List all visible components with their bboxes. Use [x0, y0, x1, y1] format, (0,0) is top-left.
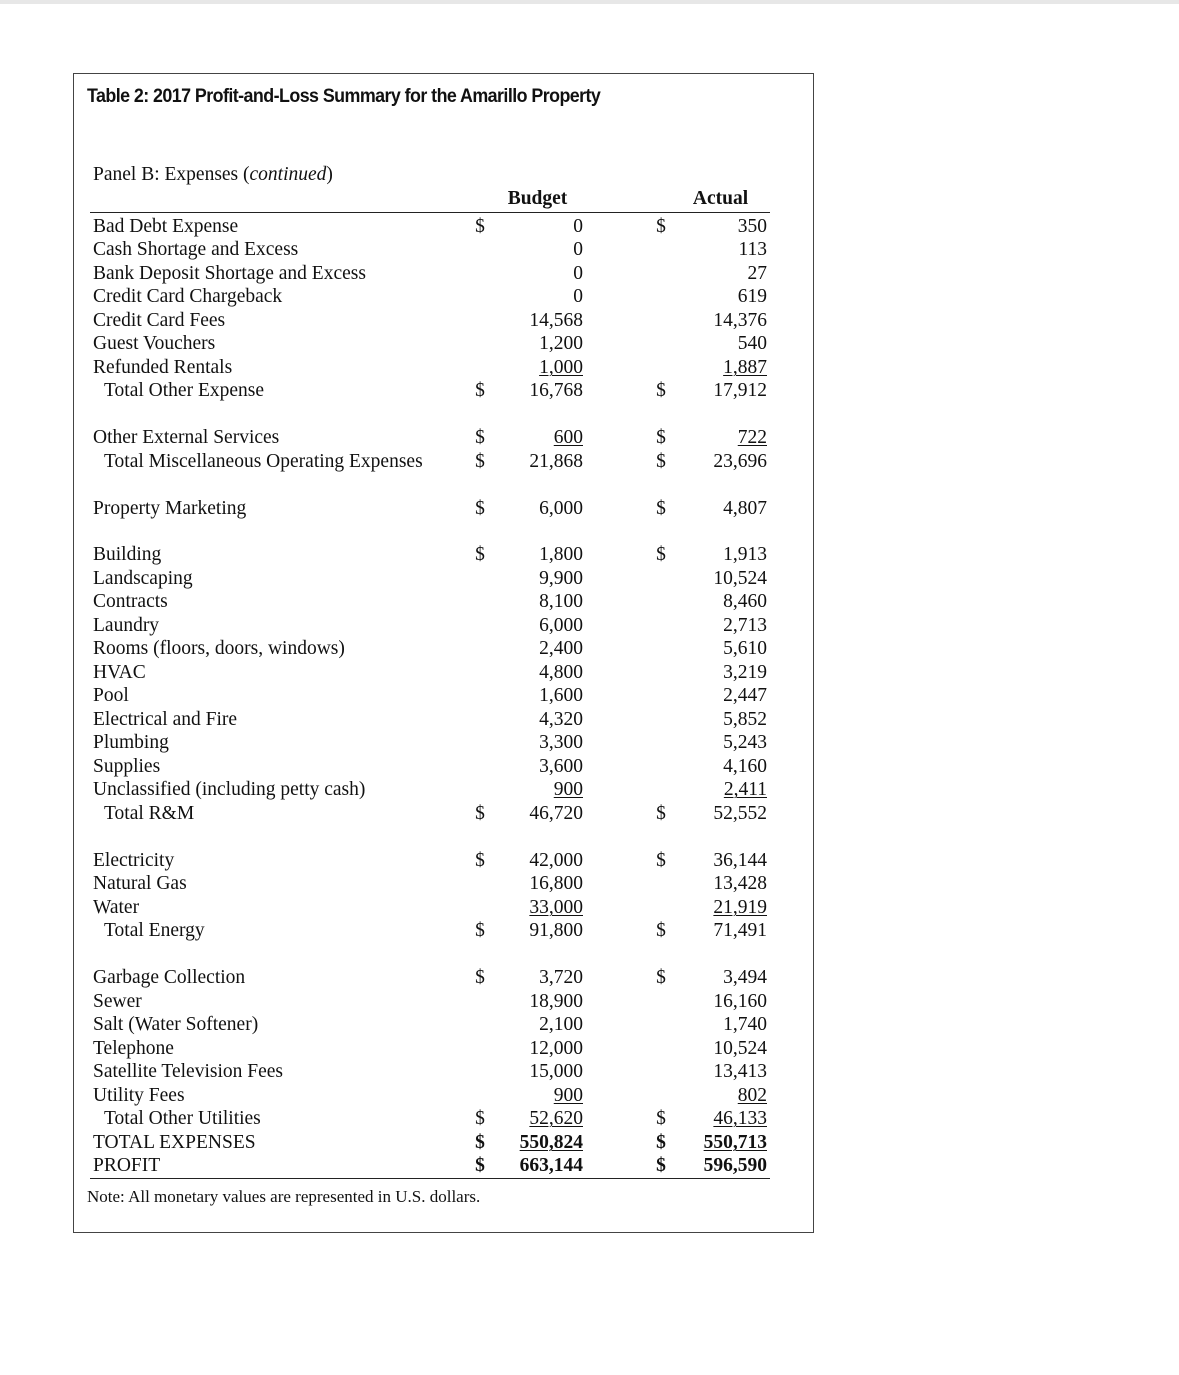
- row-label: Rooms (floors, doors, windows): [93, 638, 345, 659]
- panel-label-italic: continued: [249, 164, 327, 185]
- row-label: Salt (Water Softener): [93, 1014, 259, 1035]
- actual-value: 2,411: [723, 779, 767, 800]
- budget-value: 91,800: [529, 920, 583, 941]
- row-label: PROFIT: [93, 1155, 161, 1176]
- budget-value: 42,000: [529, 850, 583, 871]
- actual-value: 4,160: [723, 756, 767, 777]
- budget-value: 8,100: [539, 591, 583, 612]
- budget-value: 3,720: [539, 967, 583, 988]
- actual-dollar-sign: $: [656, 850, 666, 871]
- actual-value: 596,590: [703, 1155, 767, 1176]
- budget-dollar-sign: $: [475, 1108, 485, 1129]
- table-row: [0, 543, 1179, 566]
- panel-label-close: ): [326, 164, 333, 185]
- budget-dollar-sign: $: [475, 967, 485, 988]
- actual-dollar-sign: $: [656, 498, 666, 519]
- budget-value: 16,800: [529, 873, 583, 894]
- actual-value: 3,494: [723, 967, 767, 988]
- actual-value: 1,887: [723, 357, 767, 378]
- actual-value: 10,524: [713, 568, 767, 589]
- budget-value: 2,400: [539, 638, 583, 659]
- table-row: [0, 215, 1179, 238]
- actual-value: 36,144: [713, 850, 767, 871]
- budget-value: 1,800: [539, 544, 583, 565]
- budget-value: 0: [573, 263, 583, 284]
- budget-value: 4,800: [539, 662, 583, 683]
- actual-value: 3,219: [723, 662, 767, 683]
- row-label: TOTAL EXPENSES: [93, 1132, 256, 1153]
- row-label: Garbage Collection: [93, 967, 246, 988]
- row-label: Natural Gas: [93, 873, 187, 894]
- actual-value: 8,460: [723, 591, 767, 612]
- table-row: [0, 684, 1179, 707]
- row-label: Guest Vouchers: [93, 333, 216, 354]
- row-label: Total Energy: [104, 920, 205, 941]
- budget-value: 2,100: [539, 1014, 583, 1035]
- budget-value: 663,144: [519, 1155, 583, 1176]
- actual-value: 5,243: [723, 732, 767, 753]
- budget-value: 33,000: [529, 897, 583, 918]
- actual-value: 23,696: [713, 451, 767, 472]
- row-label: Bad Debt Expense: [93, 216, 239, 237]
- table-row: [0, 778, 1179, 801]
- actual-value: 4,807: [723, 498, 767, 519]
- row-label: Plumbing: [93, 732, 169, 753]
- table-row: [0, 590, 1179, 613]
- budget-dollar-sign: $: [475, 427, 485, 448]
- table-row: [0, 1037, 1179, 1060]
- row-label: Satellite Television Fees: [93, 1061, 283, 1082]
- budget-value: 0: [573, 286, 583, 307]
- actual-value: 550,713: [703, 1132, 767, 1153]
- table-row: [0, 309, 1179, 332]
- table-row: [0, 1131, 1179, 1154]
- row-label: Property Marketing: [93, 498, 247, 519]
- table-row: [0, 1154, 1179, 1177]
- actual-dollar-sign: $: [656, 216, 666, 237]
- table-row: [0, 379, 1179, 402]
- table-row: [0, 1013, 1179, 1036]
- bottom-rule: [90, 1178, 770, 1179]
- budget-value: 0: [573, 239, 583, 260]
- budget-value: 46,720: [529, 803, 583, 824]
- table-row: [0, 285, 1179, 308]
- actual-dollar-sign: $: [656, 544, 666, 565]
- budget-value: 21,868: [529, 451, 583, 472]
- actual-dollar-sign: $: [656, 1108, 666, 1129]
- row-label: Landscaping: [93, 568, 193, 589]
- table-row: [0, 966, 1179, 989]
- actual-value: 350: [737, 216, 767, 237]
- budget-value: 52,620: [529, 1108, 583, 1129]
- table-row: [0, 872, 1179, 895]
- budget-dollar-sign: $: [475, 544, 485, 565]
- actual-value: 71,491: [713, 920, 767, 941]
- budget-dollar-sign: $: [475, 803, 485, 824]
- row-label: Credit Card Chargeback: [93, 286, 283, 307]
- table-row: [0, 497, 1179, 520]
- row-label: Total Other Expense: [104, 380, 264, 401]
- actual-dollar-sign: $: [656, 427, 666, 448]
- actual-value: 13,428: [713, 873, 767, 894]
- actual-dollar-sign: $: [656, 1132, 666, 1153]
- row-label: Electrical and Fire: [93, 709, 238, 730]
- budget-value: 4,320: [539, 709, 583, 730]
- actual-value: 5,610: [723, 638, 767, 659]
- actual-value: 5,852: [723, 709, 767, 730]
- actual-dollar-sign: $: [656, 380, 666, 401]
- budget-dollar-sign: $: [475, 451, 485, 472]
- table-row: [0, 450, 1179, 473]
- actual-value: 540: [737, 333, 767, 354]
- table-row: [0, 238, 1179, 261]
- header-rule: [90, 212, 770, 213]
- budget-value: 14,568: [529, 310, 583, 331]
- actual-value: 16,160: [713, 991, 767, 1012]
- page-top-rule: [0, 0, 1179, 4]
- table-title: Table 2: 2017 Profit-and-Loss Summary for the Amarillo Property: [87, 86, 601, 107]
- row-label: Contracts: [93, 591, 168, 612]
- row-label: Telephone: [93, 1038, 174, 1059]
- actual-dollar-sign: $: [656, 451, 666, 472]
- row-label: Water: [93, 897, 140, 918]
- actual-value: 17,912: [713, 380, 767, 401]
- budget-value: 1,000: [539, 357, 583, 378]
- row-label: Laundry: [93, 615, 160, 636]
- budget-value: 9,900: [539, 568, 583, 589]
- actual-value: 21,919: [713, 897, 767, 918]
- budget-value: 15,000: [529, 1061, 583, 1082]
- table-row: [0, 1107, 1179, 1130]
- actual-value: 1,913: [723, 544, 767, 565]
- row-label: Total Miscellaneous Operating Expenses: [104, 451, 423, 472]
- table-row: [0, 849, 1179, 872]
- actual-value: 14,376: [713, 310, 767, 331]
- budget-value: 3,300: [539, 732, 583, 753]
- actual-value: 46,133: [713, 1108, 767, 1129]
- budget-dollar-sign: $: [475, 380, 485, 401]
- budget-dollar-sign: $: [475, 1132, 485, 1153]
- actual-dollar-sign: $: [656, 967, 666, 988]
- row-label: Building: [93, 544, 162, 565]
- table-row: [0, 356, 1179, 379]
- budget-dollar-sign: $: [475, 1155, 485, 1176]
- table-row: [0, 614, 1179, 637]
- row-label: Bank Deposit Shortage and Excess: [93, 263, 366, 284]
- table-row: [0, 567, 1179, 590]
- row-label: Supplies: [93, 756, 161, 777]
- row-label: Other External Services: [93, 427, 280, 448]
- row-label: Total R&M: [104, 803, 195, 824]
- actual-value: 27: [747, 263, 767, 284]
- row-label: Unclassified (including petty cash): [93, 779, 366, 800]
- table-row: [0, 731, 1179, 754]
- budget-value: 1,200: [539, 333, 583, 354]
- table-row: [0, 1084, 1179, 1107]
- budget-value: 6,000: [539, 615, 583, 636]
- actual-dollar-sign: $: [656, 920, 666, 941]
- budget-value: 900: [553, 779, 583, 800]
- actual-value: 10,524: [713, 1038, 767, 1059]
- column-header-actual: Actual: [692, 188, 749, 209]
- budget-value: 12,000: [529, 1038, 583, 1059]
- panel-label: [93, 164, 333, 186]
- budget-value: 3,600: [539, 756, 583, 777]
- table-row: [0, 755, 1179, 778]
- table-row: [0, 426, 1179, 449]
- budget-value: 900: [553, 1085, 583, 1106]
- actual-value: 802: [737, 1085, 767, 1106]
- table-note: Note: All monetary values are represented in U.S. dollars.: [87, 1187, 481, 1206]
- panel-label-text: Panel B: Expenses (: [93, 164, 250, 185]
- table-row: [0, 919, 1179, 942]
- actual-dollar-sign: $: [656, 803, 666, 824]
- budget-value: 1,600: [539, 685, 583, 706]
- row-label: Electricity: [93, 850, 175, 871]
- actual-value: 1,740: [723, 1014, 767, 1035]
- row-label: Sewer: [93, 991, 142, 1012]
- row-label: Cash Shortage and Excess: [93, 239, 299, 260]
- row-label: Pool: [93, 685, 129, 706]
- actual-value: 52,552: [713, 803, 767, 824]
- table-row: [0, 332, 1179, 355]
- row-label: Refunded Rentals: [93, 357, 233, 378]
- row-label: Utility Fees: [93, 1085, 185, 1106]
- table-row: [0, 896, 1179, 919]
- budget-dollar-sign: $: [475, 498, 485, 519]
- actual-value: 722: [737, 427, 767, 448]
- budget-value: 600: [553, 427, 583, 448]
- table-row: [0, 637, 1179, 660]
- budget-value: 18,900: [529, 991, 583, 1012]
- actual-value: 113: [738, 239, 767, 260]
- table-row: [0, 990, 1179, 1013]
- budget-value: 6,000: [539, 498, 583, 519]
- budget-value: 0: [573, 216, 583, 237]
- budget-value: 550,824: [519, 1132, 583, 1153]
- budget-dollar-sign: $: [475, 920, 485, 941]
- table-row: [0, 802, 1179, 825]
- actual-value: 619: [737, 286, 767, 307]
- row-label: HVAC: [93, 662, 146, 683]
- actual-value: 2,713: [723, 615, 767, 636]
- table-row: [0, 262, 1179, 285]
- table-row: [0, 708, 1179, 731]
- actual-value: 2,447: [723, 685, 767, 706]
- row-label: Credit Card Fees: [93, 310, 226, 331]
- column-header-budget: Budget: [507, 188, 568, 209]
- budget-value: 16,768: [529, 380, 583, 401]
- row-label: Total Other Utilities: [104, 1108, 261, 1129]
- table-row: [0, 661, 1179, 684]
- actual-value: 13,413: [713, 1061, 767, 1082]
- budget-dollar-sign: $: [475, 850, 485, 871]
- budget-dollar-sign: $: [475, 216, 485, 237]
- actual-dollar-sign: $: [656, 1155, 666, 1176]
- table-row: [0, 1060, 1179, 1083]
